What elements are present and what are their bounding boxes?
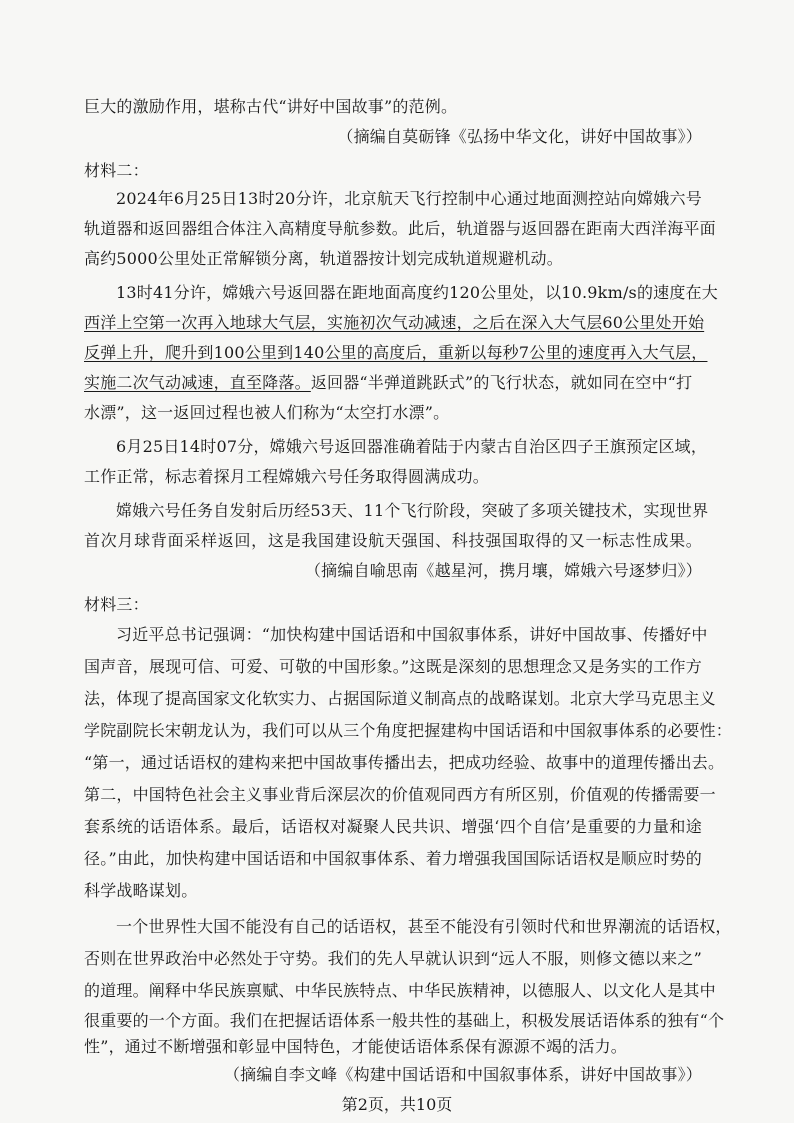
text-line: 轨道器和返回器组合体注入高精度导航参数。此后，轨道器与返回器在距南大西洋海平面: [84, 219, 716, 238]
text-line: 套系统的话语体系。最后，话语权对凝聚人民共识、增强‘四个自信’是重要的力量和途: [84, 817, 702, 836]
text-line: 一个世界性大国不能没有自己的话语权，甚至不能没有引领时代和世界潮流的话语权，: [116, 917, 732, 936]
underlined-text: 实施二次气动减速，直至降落。: [84, 373, 311, 392]
text-line: 习近平总书记强调：“加快构建中国话语和中国叙事体系，讲好中国故事、传播好中: [116, 625, 708, 644]
text-line: 很重要的一个方面。我们在把握话语体系一般共性的基础上，积极发展话语体系的独有“个: [84, 1011, 725, 1030]
source-citation: （摘编自喻思南《越星河，携月壤，嫦娥六号逐梦归》）: [304, 561, 702, 580]
text-line: [116, 282, 718, 304]
section-heading: 材料二：: [84, 161, 149, 180]
page-footer: 第2页，共10页: [341, 1095, 453, 1114]
underlined-text-line: 反弹上升，爬升到100公里到140公里的高度后，重新以每秒7公里的速度再入大气层，: [84, 343, 708, 362]
text-line: 否则在世界政治中必然处于守势。我们的先人早就认识到“远人不服，则修文德以来之”: [84, 949, 702, 968]
source-citation: （摘编自莫砺锋《弘扬中华文化，讲好中国故事》）: [337, 127, 702, 146]
text-line: 法，体现了提高国家文化软实力、占据国际道义制高点的战略谋划。北京大学马克思主义: [84, 689, 716, 708]
text-line: [84, 372, 702, 394]
text-line: 的道理。阐释中华民族禀赋、中华民族特点、中华民族精神，以德服人、以文化人是其中: [84, 981, 716, 1000]
text-line: “第一，通过话语权的建构来把中国故事传播出去，把成功经验、故事中的道理传播出去。: [84, 753, 725, 772]
text-line: 6月25日14时07分，嫦娥六号返回器准确着陆于内蒙古自治区四子王旗预定区域，: [116, 437, 708, 456]
underlined-text-line: 西洋上空第一次再入地球大气层，实施初次气动减速，之后在深入大气层60公里处开始: [84, 313, 705, 332]
text-line: 水漂”，这一返回过程也被人们称为“太空打水漂”。: [84, 403, 450, 422]
text-line: 嫦娥六号任务自发射后历经53天、11个飞行阶段，突破了多项关键技术，实现世界: [116, 501, 709, 520]
text-line: 首次月球背面采样返回，这是我国建设航天强国、科技强国取得的又一标志性成果。: [84, 531, 702, 550]
text-line: 工作正常，标志着探月工程嫦娥六号任务取得圆满成功。: [84, 467, 490, 486]
text-line: 径。”由此，加快构建中国话语和中国叙事体系、着力增强我国国际话语权是顺应时势的: [84, 849, 702, 868]
text-line: 学院副院长宋朝龙认为，我们可以从三个角度把握建构中国话语和中国叙事体系的必要性：: [84, 721, 733, 740]
text-line: 巨大的激励作用，堪称古代“讲好中国故事”的范例。: [84, 97, 458, 116]
text-line: 第二，中国特色社会主义事业背后深层次的价值观同西方有所区别，价值观的传播需要一: [84, 785, 716, 804]
text-line: 高约5000公里处正常解锁分离，轨道器按计划完成轨道规避机动。: [84, 249, 563, 268]
text-line: 2024年6月25日13时20分许，北京航天飞行控制中心通过地面测控站向嫦娥六号: [116, 189, 702, 208]
text-line: 性”，通过不断增强和彰显中国特色，才能使话语体系保有源源不竭的活力。: [84, 1037, 627, 1056]
text-line: 科学战略谋划。: [84, 881, 198, 900]
text-line: 国声音，展现可信、可爱、可敬的中国形象。”这既是深刻的思想理念又是务实的工作方: [84, 657, 702, 676]
section-heading: 材料三：: [84, 595, 149, 614]
plain-text: 13时41分许，嫦娥六号返回器在距地面高度约120公里处，以10.9km/s的速度在大: [116, 283, 718, 302]
plain-text: 返回器“半弹道跳跃式”的飞行状态，就如同在空中“打: [310, 373, 693, 392]
source-citation: （摘编自李文峰《构建中国话语和中国叙事体系，讲好中国故事》）: [223, 1065, 702, 1084]
